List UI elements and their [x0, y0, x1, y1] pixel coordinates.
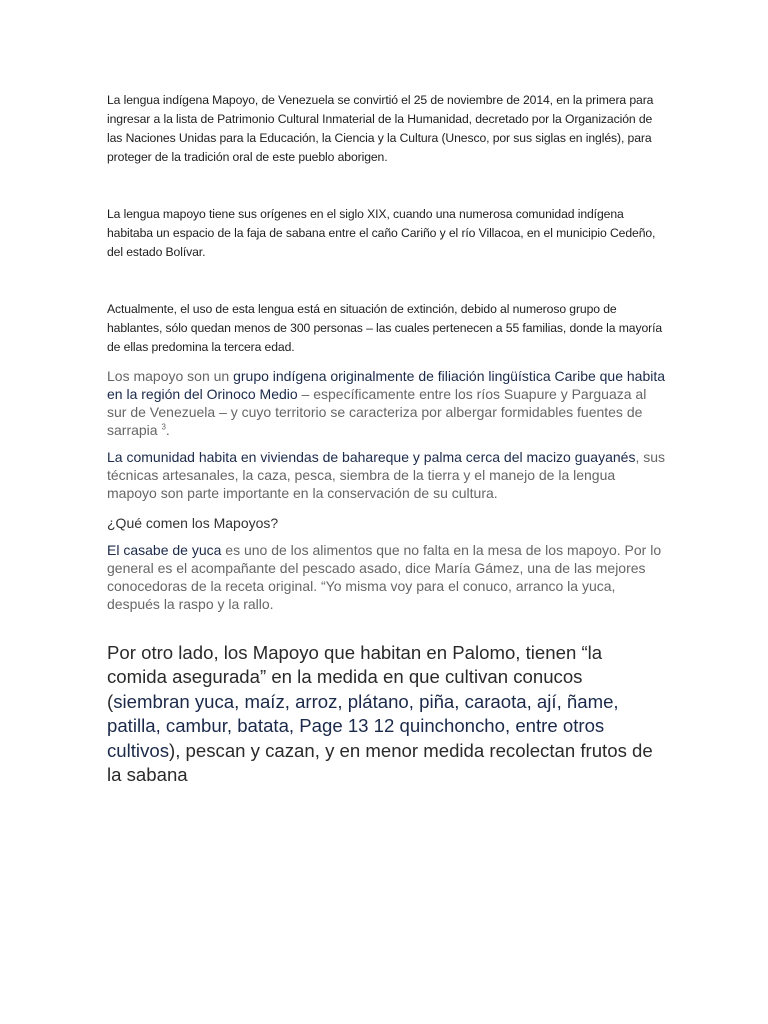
highlighted-phrase: grupo indígena originalmente de filiación lingüística Caribe que habita en la región del Orinoco Medio — [107, 368, 666, 402]
paragraph-text: La lengua mapoyo tiene sus orígenes en el siglo XIX, cuando una numerosa comunidad indígena habitaba un espacio de la faja de sabana entre el caño Cariño y el río Villacoa, en el municipio Cedeño, del estado Bolívar. — [107, 207, 656, 259]
paragraph-text: . — [165, 422, 170, 438]
paragraph-text: Actualmente, el uso de esta lengua está en situación de extinción, debido al numeroso grupo de hablantes, sólo quedan menos de 300 personas – las cuales pertenecen a 55 familias, donde la mayoría de ellas predomina la tercera edad. — [107, 302, 663, 354]
paragraph-text: – específicamente entre los ríos Suapure y Parguaza al sur de Venezuela – y cuyo territorio se caracteriza por albergar formidables fuentes de sarrapia — [107, 386, 647, 438]
paragraph-unesco — [107, 91, 667, 167]
paragraph-text: ), pescan y cazan, y en menor medida recolectan frutos de la sabana — [107, 739, 653, 786]
paragraph-text: Los mapoyo son un — [107, 368, 234, 384]
section-heading — [107, 514, 667, 532]
highlighted-phrase: siembran yuca, maíz, arroz, plátano, piña, caraota, ají, ñame, patilla, cambur, batata, Page 13 12 quinchoncho, entre otros cultivos — [107, 690, 619, 761]
paragraph-community — [107, 448, 667, 502]
paragraph-text: es uno de los alimentos que no falta en la mesa de los mapoyo. Por lo general es el acompañante del pescado asado, dice María Gámez, una de las mejores conocedoras de la receta original. “Yo misma voy para el conuco, arranco la yuca, después la raspo y la rallo. — [107, 542, 662, 612]
highlighted-phrase: El casabe de yuca — [107, 542, 222, 558]
footnote-marker: 3 — [161, 422, 166, 432]
highlighted-phrase: La comunidad habita en viviendas de bahareque y palma cerca del macizo guayanés — [107, 449, 636, 465]
paragraph-mapoyo-group — [107, 367, 667, 439]
paragraph-origins — [107, 205, 667, 262]
heading-text: ¿Qué comen los Mapoyos? — [107, 515, 279, 531]
paragraph-casabe — [107, 541, 667, 613]
paragraph-text: Por otro lado, los Mapoyo que habitan en Palomo, tienen “la comida asegurada” en la medida en que cultivan conucos ( — [107, 642, 603, 712]
paragraph-text: , sus técnicas artesanales, la caza, pesca, siembra de la tierra y el manejo de la lengua mapoyo son parte importante en la conservación de su cultura. — [107, 449, 666, 501]
paragraph-palomo — [107, 641, 667, 787]
paragraph-text: La lengua indígena Mapoyo, de Venezuela se convirtió el 25 de noviembre de 2014, en la primera para ingresar a la lista de Patrimonio Cultural Inmaterial de la Humanidad, decretado por la Organización de las Naciones Unidas para la Educación, la Ciencia y la Cultura (Unesco, por sus siglas en inglés), para proteger de la tradición oral de este pueblo aborigen. — [107, 93, 654, 164]
paragraph-extinction — [107, 300, 667, 357]
